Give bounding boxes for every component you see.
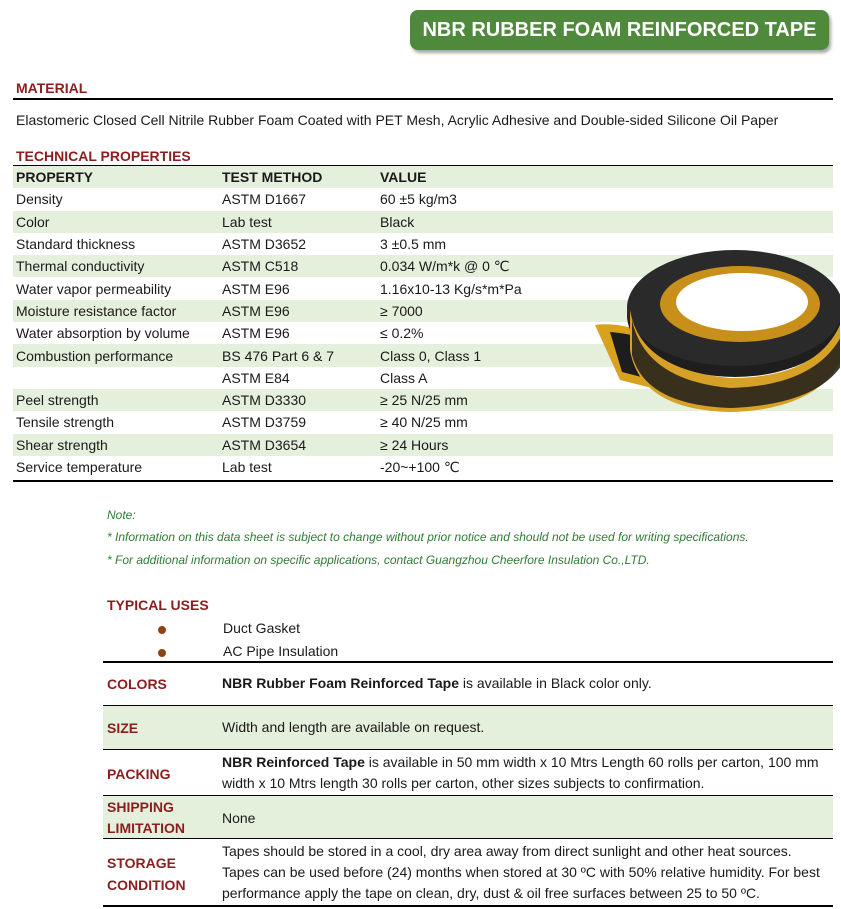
shipping-label-line1: SHIPPING <box>107 799 174 815</box>
material-description: Elastomeric Closed Cell Nitrile Rubber Foam Coated with PET Mesh, Acrylic Adhesive and Double-sided Silicone Oil Paper <box>16 112 779 128</box>
table-header-row <box>13 166 833 188</box>
colors-description: is available in Black color only. <box>459 675 652 691</box>
cell-property: Thermal conductivity <box>16 258 145 275</box>
technical-properties-heading: TECHNICAL PROPERTIES <box>16 148 191 164</box>
cell-property: Moisture resistance factor <box>16 302 177 319</box>
cell-value: -20~+100 ℃ <box>380 458 460 475</box>
cell-test-method: ASTM C518 <box>222 258 299 275</box>
cell-test-method: ASTM D3330 <box>222 392 307 409</box>
packing-description: is available in 50 mm width x 10 Mtrs Length 60 rolls per carton, 100 mm width x 10 Mtrs length 30 rolls per carton, other sizes subjects to confirmation. <box>222 754 819 791</box>
storage-label-line2: CONDITION <box>107 877 186 893</box>
table-row <box>13 456 833 478</box>
bullet-icon <box>158 649 166 657</box>
cell-test-method: ASTM D3652 <box>222 236 307 253</box>
bullet-icon <box>158 626 166 634</box>
cell-value: 0.034 W/m*k @ 0 ℃ <box>380 257 510 274</box>
note-line-2: * For additional information on specific applications, contact Guangzhou Cheerfore Insulation Co.,LTD. <box>107 553 650 567</box>
cell-test-method: ASTM E84 <box>222 369 290 386</box>
cell-property: Density <box>16 191 63 208</box>
column-header-value: VALUE <box>380 169 427 186</box>
cell-property: Shear strength <box>16 436 108 453</box>
cell-test-method: ASTM D1667 <box>222 191 307 208</box>
cell-test-method: Lab test <box>222 459 272 475</box>
cell-property <box>13 367 219 389</box>
document-title: NBR RUBBER FOAM REINFORCED TAPE <box>410 10 829 50</box>
cell-property: Service temperature <box>16 459 143 475</box>
storage-label-line1: STORAGE <box>107 855 176 871</box>
typical-uses-heading: TYPICAL USES <box>107 597 209 613</box>
shipping-label-line2: LIMITATION <box>107 820 186 836</box>
table-row <box>13 188 833 210</box>
table-row <box>13 434 833 456</box>
cell-value: Black <box>380 213 415 230</box>
cell-value: ≥ 7000 <box>380 302 423 319</box>
colors-product-name: NBR Rubber Foam Reinforced Tape <box>222 675 459 691</box>
packing-row <box>103 750 833 795</box>
table-bottom-divider <box>13 480 833 482</box>
column-header-test-method: TEST METHOD <box>222 169 323 186</box>
cell-property: Water vapor permeability <box>16 280 172 297</box>
cell-property: Peel strength <box>16 392 99 409</box>
bottom-divider <box>103 905 833 907</box>
size-row <box>103 706 833 749</box>
cell-property: Water absorption by volume <box>16 325 190 342</box>
storage-text: Tapes should be stored in a cool, dry area away from direct sunlight and other heat sources. Tapes can be used before (24) months when stored at 30 ºC with 50% relative humidity. For best performance apply the tape on clean, dry, dust & oil free surfaces between 25 to 50 ºC. <box>222 843 820 901</box>
cell-value: 1.16x10-13 Kg/s*m*Pa <box>380 280 522 297</box>
cell-value: ≥ 24 Hours <box>380 436 449 453</box>
cell-property: Combustion performance <box>16 347 174 364</box>
cell-value: 60 ±5 kg/m3 <box>380 191 457 208</box>
cell-test-method: ASTM E96 <box>222 302 290 319</box>
material-divider <box>13 98 833 100</box>
material-heading: MATERIAL <box>16 80 88 96</box>
packing-text <box>222 752 830 794</box>
cell-test-method: Lab test <box>222 213 272 230</box>
list-item-label: Duct Gasket <box>223 620 301 636</box>
tape-roll-image <box>590 240 840 420</box>
cell-test-method: BS 476 Part 6 & 7 <box>222 347 335 364</box>
cell-value: ≥ 25 N/25 mm <box>380 392 468 409</box>
size-text: Width and length are available on request. <box>222 719 485 735</box>
storage-row <box>103 839 833 905</box>
packing-label: PACKING <box>107 766 171 782</box>
cell-value: Class 0, Class 1 <box>380 347 482 364</box>
shipping-row <box>103 796 833 838</box>
colors-text <box>222 673 830 694</box>
shipping-text: None <box>222 810 256 826</box>
cell-test-method: ASTM E96 <box>222 325 290 342</box>
cell-property: Standard thickness <box>16 236 136 253</box>
colors-row <box>103 663 833 705</box>
cell-value: Class A <box>380 369 428 386</box>
cell-value: 3 ±0.5 mm <box>380 236 447 253</box>
packing-product-name: NBR Reinforced Tape <box>222 754 365 770</box>
cell-value: ≤ 0.2% <box>380 325 424 342</box>
column-header-property: PROPERTY <box>16 169 94 186</box>
cell-test-method: ASTM E96 <box>222 280 290 297</box>
colors-label: COLORS <box>107 676 167 692</box>
cell-property: Color <box>16 213 50 230</box>
cell-test-method: ASTM D3759 <box>222 414 307 431</box>
cell-test-method: ASTM D3654 <box>222 436 307 453</box>
note-line-1: * Information on this data sheet is subject to change without prior notice and should not be used for writing specifications. <box>107 530 749 544</box>
size-label: SIZE <box>107 720 139 736</box>
cell-value: ≥ 40 N/25 mm <box>380 414 468 431</box>
table-row <box>13 211 833 233</box>
list-item-label: AC Pipe Insulation <box>223 643 339 659</box>
note-heading: Note: <box>107 508 136 522</box>
cell-property: Tensile strength <box>16 414 115 431</box>
